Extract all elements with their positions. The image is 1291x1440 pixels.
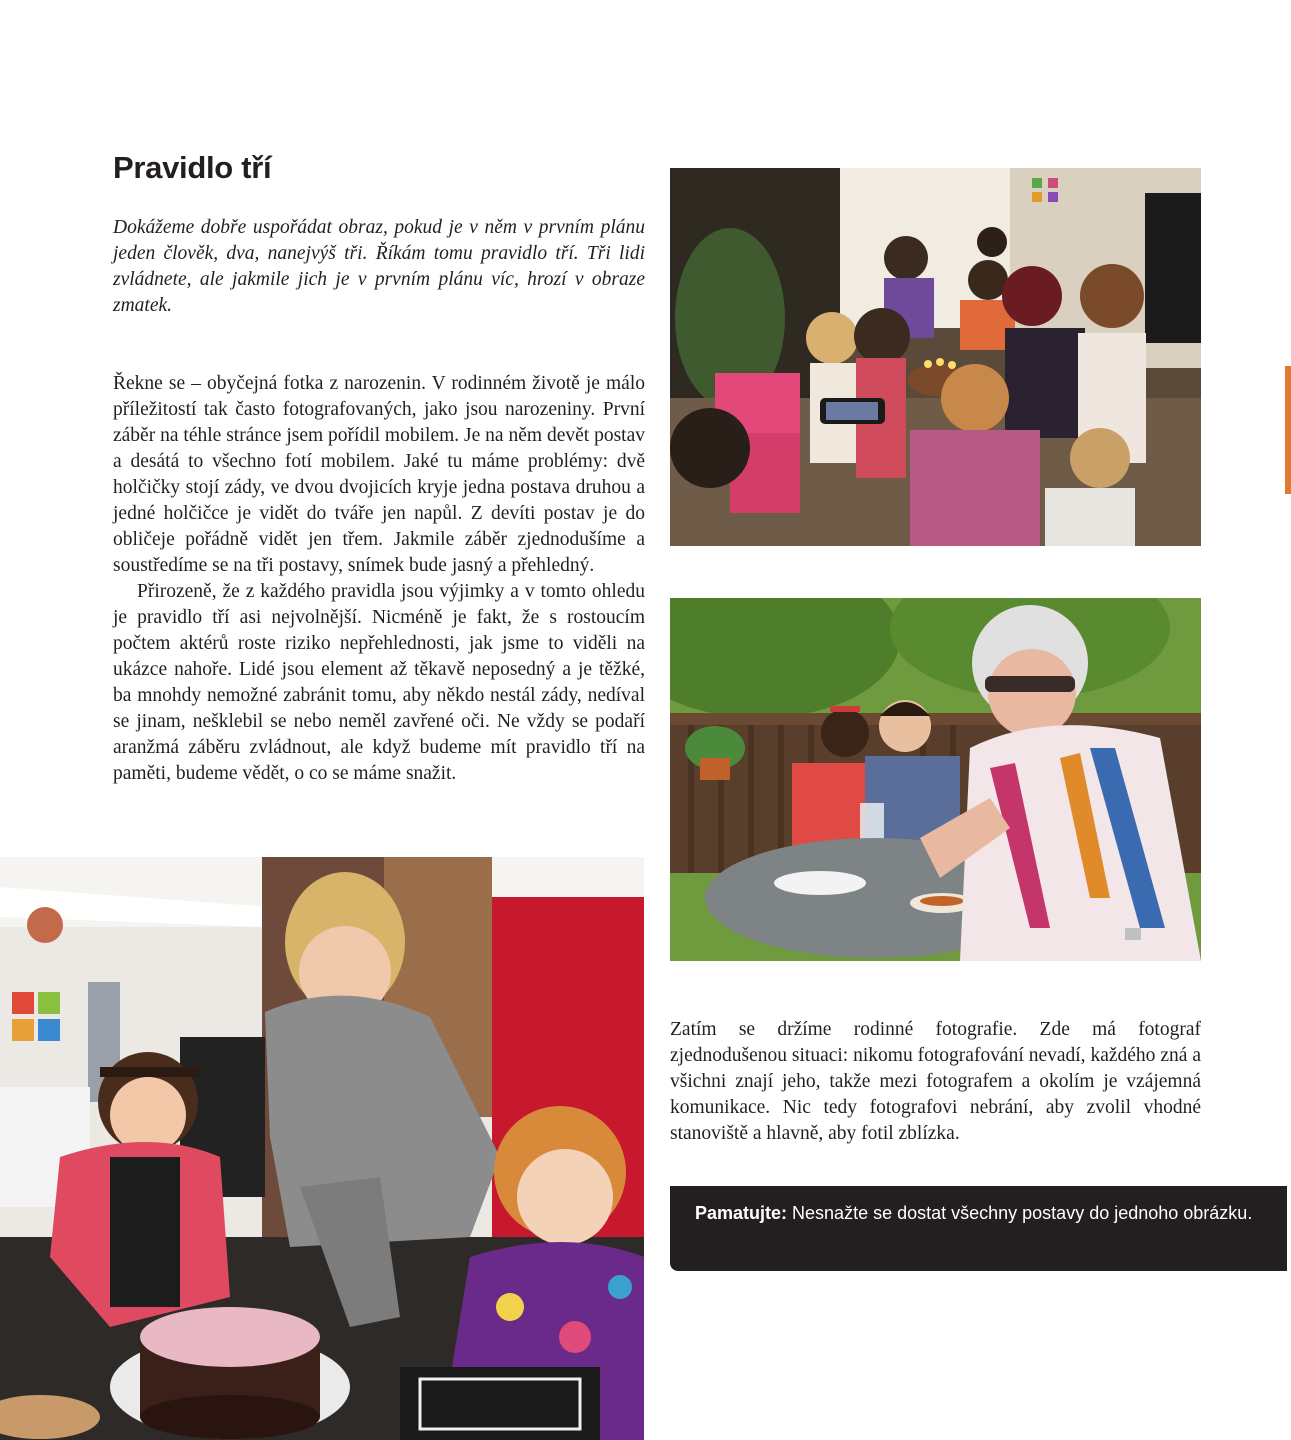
right-column-paragraph: Zatím se držíme rodinné fotografie. Zde má fotograf zjednodušenou situaci: nikomu fotografování nevadí, každého zná a všichni znají jeho, takže mezi fotografem a okolím je vzájemná komunikace. Nic tedy fotografovi nebrání, aby zvolil vhodné stanoviště a hlavně, aby fotil zblízka. bbox=[670, 1019, 1201, 1144]
tip-text: Nesnažte se dostat všechny postavy do jednoho obrázku. bbox=[787, 1203, 1253, 1223]
body-paragraph-2: Přirozeně, že z každého pravidla jsou výjimky a v tomto ohledu je pravidlo tří asi nejvolnější. Nicméně je fakt, že s rostoucím počtem aktérů roste riziko nepřehlednosti, jak jsme to viděli na ukázce nahoře. Lidé jsou element až těkavě neposedný a je těžké, ba mnohdy nemožné zabránit tomu, aby někdo nestál zády, nedíval se jinam, nešklebil se nebo neměl zavřené oči. Ne vždy se podaří aranžmá záběru zvládnout, ale když budeme mít pravidlo tří na paměti, budeme vědět, o co se máme snažit. bbox=[113, 581, 645, 784]
body-text bbox=[113, 371, 645, 787]
chapter-side-tab bbox=[1285, 366, 1291, 494]
tip-label: Pamatujte: bbox=[695, 1203, 788, 1223]
tip-box bbox=[670, 1186, 1287, 1271]
body-paragraph-1: Řekne se – obyčejná fotka z narozenin. V rodinném životě je málo příležitostí tak často fotografovaných, jako jsou narozeniny. První záběr na téhle stránce jsem pořídil mobilem. Je na něm devět postav a desátá to všechno fotí mobilem. Jaké tu máme problémy: dvě holčičky stojí zády, ve dvou dvojicích kryje jedna postava druhou a jedné holčičce je vidět do tváře jen napůl. Z devíti postav je do obličeje pořádně vidět jen třem. Jakmile záběr zjednodušíme a soustředíme se na tři postavy, snímek bude jasný a přehledný. bbox=[113, 373, 645, 576]
birthday-party-photo bbox=[670, 168, 1201, 546]
lead-paragraph: Dokážeme dobře uspořádat obraz, pokud je v něm v prvním plánu jeden člověk, dva, nanejvýš tři. Říkám tomu pravidlo tří. Tři lidi zvládnete, ale jakmile jich je v prvním plánu víc, hrozí v obraze zmatek. bbox=[113, 217, 645, 316]
garden-table-photo bbox=[670, 598, 1201, 961]
cake-cutting-photo bbox=[0, 857, 644, 1440]
page-title: Pravidlo tří bbox=[113, 150, 272, 185]
